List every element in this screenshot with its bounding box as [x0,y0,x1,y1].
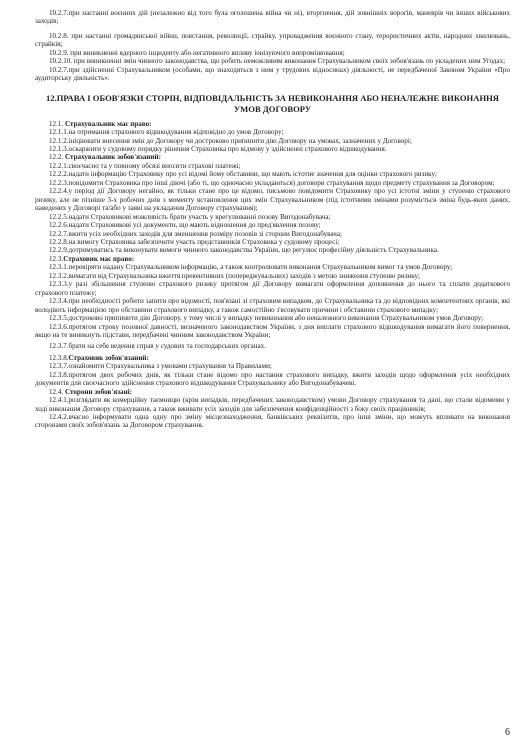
clause-12-2-3: 12.2.3.повідомити Страховика про інші діючі (або ті, що одночасно укладаються) договори страхування щодо предмету страхування за Договором; [49,178,495,187]
clause-10-2-7-audit-activity: 10.2.7.при здійсненні Страхувальником (особами, що знаходяться з ним у трудових відносинах) діяльності, не передбаченої Законом України «Про аудиторську діяльність». [35,65,510,83]
clause-12-2-1: 12.2.1.своєчасно та у повному обсязі вносити страхові платежі; [49,161,241,170]
clause-12-2-8: 12.2.8.на вимогу Страховика забезпечити участь представників Страховика у судовому процесі; [49,237,340,246]
clause-12-1-3: 12.1.3.оскаржити у судовому порядку рішення Страховика про відмову у здійсненні страхового відшкодування. [49,144,387,153]
clause-12-3-8-insurer: 12.3.8.протягом двох робочих днів, як тільки стане відомо про настання страхового випадку, вжити заходів щодо оформлення усіх необхідних документів для своєчасного здійснення страхового відшкодування Страхувальнику або Вигодонабувачеві. [35,370,510,388]
clause-12-2-title: Страхувальник зобов'язаний: [64,153,161,162]
clause-12-2-9: 12.2.9.дотримуватись та виконувати вимоги чинного законодавства України, що регулює професійну діяльність Страхувальника. [49,246,439,255]
clause-12-3-heading: 12.3.Страховик має право: [49,254,135,263]
clause-12-4-2: 12.4.2.вчасно інформувати одна одну про зміну місцезнаходження, банківських реквізитів, про інші зміни, що можуть впливати на виконання сторонами своїх зобов'язань за Договором страхування. [35,413,510,430]
clause-12-3-5: 12.3.5.достроково припинити дію Договору, у тому числі у випадку невиконання або неналежного виконання Страхувальником умов Договору; [49,314,484,323]
clause-12-3-title: Страховик має право: [63,254,135,263]
clause-12-2-heading: 12.2. Страхувальник зобов'язаний: [49,153,161,162]
clause-12-3-8-title: Страховик зобов'язаний: [68,353,149,362]
clause-12-3-1: 12.3.1.перевіряти надану Страхувальником інформацію, а також контролювати виконання Страхувальником вимог та умов Договору; [49,263,453,272]
clause-12-1-title: Страхувальник має право: [64,119,152,128]
clause-12-3-7: 12.3.7.брати на себе ведення справ у судових та господарських органах. [49,342,266,351]
clause-12-4-title: Сторони зобов'язані: [64,387,133,396]
clause-12-1-1: 12.1.1.на отримання страхового відшкодування відповідно до умов Договору; [49,128,284,137]
clause-12-4-heading: 12.4. Сторони зобов'язані: [49,387,133,396]
clause-12-3-7-insurer: 12.3.7.ознайомити Страхувальника з умовами страхування та Правилами; [49,362,272,371]
clause-12-3-8-heading: 12.3.8.Страховик зобов'язаний: [49,353,149,362]
clause-12-2-4: 12.2.4.у період дії Договору негайно, як тільки стане про це відомо, письмово повідомити Страховику про усі істотні зміни у ступеню страхового ризику, але не пізніше 3-х робочих днів з моменту встановлення цих змін Страхувальником (під істотними змінами розуміється зміна будь-яких даних, наведених у Договорі та/або у заяві на укладання Договору страхування); [35,187,510,213]
page-number: 6 [505,726,510,738]
clause-12-2-7: 12.2.7.вжити усіх необхідних заходів для зменшення розміру позовів зі сторони Вигодонабувача; [49,229,342,238]
clause-12-2-2: 12.2.2.надати інформацію Страховику про усі відомі йому обставини, що мають істотне значення для оцінки страхового ризику; [49,170,437,179]
section-12-heading: 12.ПРАВА І ОБОВ'ЯЗКИ СТОРІН, ВІДПОВІДАЛЬНІСТЬ ЗА НЕВИКОНАННЯ АБО НЕНАЛЕЖНЕ ВИКОНАННЯ УМОВ ДОГОВОРУ [45,92,500,114]
clause-12-3-6: 12.3.6.протягом строку позовної давності, визначеного законодавством України, з дня виплати страхового відшкодування вимагати його повернення, якщо на те виникнуть підстави, передбачені чинним законодавством України; [35,322,510,339]
clause-12-4-1: 12.4.1.розглядати як комерційну таємницю (крім випадків, передбачених законодавством) умови Договору страхування та дані, що стали відомими у ході виконання Договору страхування, а також вживати усіх заходів для забезпечення конфіденційності з боку своїх працівників; [35,396,510,413]
clause-12-1-2: 12.1.2.ініціювати внесення змін до Договору чи достроково припинити дію Договору на умовах, зазначених у Договорі; [49,136,412,145]
clause-10-2-10-legislation: 10.2.10. при виникненні змін чинного законодавства, що робить неможливим виконання Страхувальником своїх зобов'язань по укладених ним Угодах; [49,57,506,66]
clause-12-2-6: 12.2.6.надати Страховикові усі документи, що мають відношення до пред'явлення позову; [49,221,321,230]
clause-10-2-8-civil-war: 10.2.8. при настанні громадянської війни, повстання, революції, страйку, упровадження воєнного стану, терористичних актів, народних хвилювань, страйків; [35,31,510,49]
clause-10-2-9-nuclear: 10.2.9. при виникненні ядерного інциденту або негативного впливу іонізуючого випромінювання; [49,48,345,57]
clause-12-1-heading: 12.1. Страхувальник має право: [49,119,152,128]
clause-12-3-3: 12.3.3.у разі збільшення ступеню страхового ризику протягом дії Договору вимагати оформлення доповнення до нього та сплати додаткового страхового платежу; [35,280,510,297]
clause-10-2-7-war: 10.2.7.при настанні воєнних дій (незалежно від того була оголошена війна чи ні), вторгнення, дій зовнішніх ворогів, маневрів чи інших військових заходів; [35,9,510,26]
clause-12-2-5: 12.2.5.надати Страховикові можливість брати участь у врегулюванні позову Вигодонабувача; [49,212,331,221]
clause-12-3-4: 12.3.4.при необхідності робити запити про відомості, пов'язані зі страховим випадком, до Страхувальника та до відповідних компетентних органів, які володіють інформацією про обставини страхового випадку, а також самостійно з'ясовувати причини і обставини страхового випадку; [35,297,510,314]
clause-12-3-2: 12.3.2.вимагати від Страхувальника вжиття превентивних (попереджувальних) заходів з метою зниження ступеню ризику; [49,271,420,280]
